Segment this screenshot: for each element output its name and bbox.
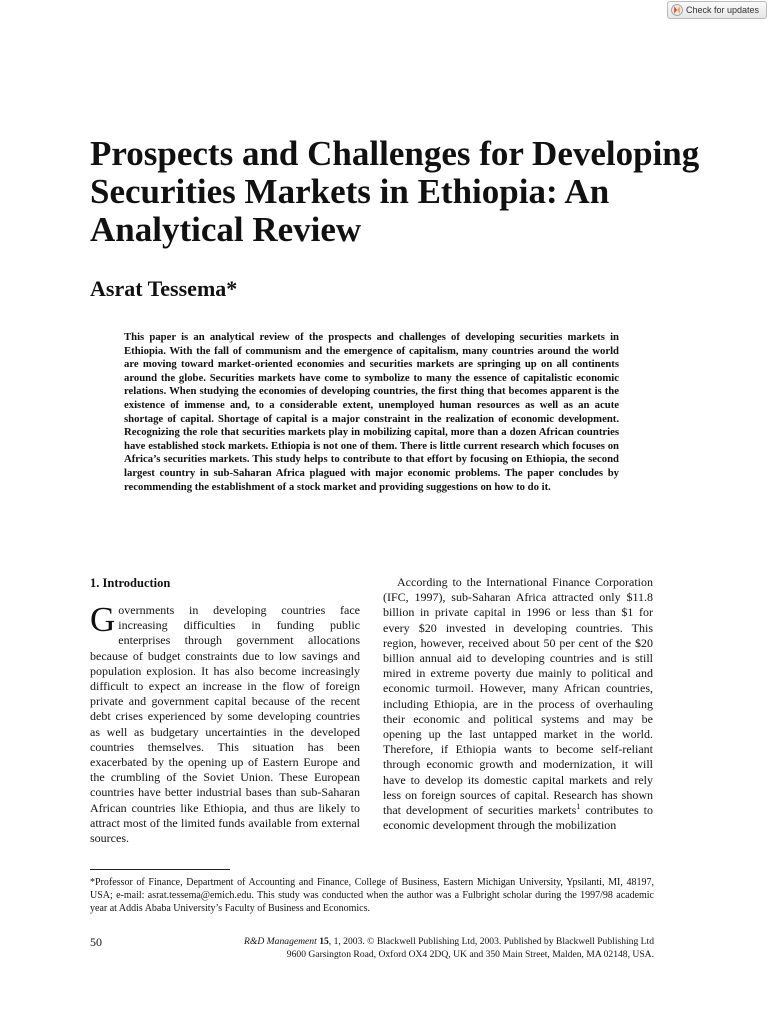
- author-name: Asrat Tessema*: [90, 276, 238, 301]
- section-heading-introduction: 1. Introduction: [90, 576, 171, 590]
- footnote-rule: [90, 869, 230, 870]
- intro-paragraph-1-text: overnments in developing countries face increasing difficulties in funding public enterprises through government allocations because of budget constraints due to low savings and population explosion. It has also become increasingly difficult to expect an increase in the flow of foreign private and government capital because of the recent debt crises experienced by some developing countries as well as budgetary uncertainties in the developed countries themselves. This situation has been exacerbated by the opening up of Eastern Europe and the crumbling of the Soviet Union. These European countries have better industrial bases than sub-Saharan African countries like Ethiopia, and thus are likely to attract most of the limited funds available from external sources.: [90, 603, 360, 846]
- intro-paragraph-2-end: contributes to economic development through the mobilization: [383, 803, 654, 833]
- left-column: [90, 575, 360, 846]
- footnote-marker[interactable]: 1: [576, 802, 581, 812]
- author-footnote: *Professor of Finance, Department of Accounting and Finance, College of Business, Eastern Michigan University, Ypsilanti, MI, 48197, USA; e-mail: asrat.tessema@emich.edu. This study was conducted when the author was a Fulbright scholar during the 1997/98 academic year at Addis Ababa University’s Faculty of Business and Economics.: [90, 877, 654, 914]
- journal-name: R&D Management: [244, 936, 317, 947]
- intro-paragraph-2: [383, 575, 653, 833]
- journal-issue: , 1, 2003. © Blackwell Publishing Ltd, 2003. Published by Blackwell Publishing Ltd: [328, 936, 654, 947]
- paper-title: Prospects and Challenges for Developing Securities Markets in Ethiopia: An Analytical Review: [90, 134, 700, 249]
- crossmark-icon: [671, 4, 683, 16]
- drop-cap: G: [90, 600, 116, 639]
- check-for-updates-label: Check for updates: [686, 5, 760, 15]
- journal-volume: 15: [319, 936, 329, 947]
- check-for-updates-button[interactable]: [667, 1, 767, 19]
- intro-paragraph-1: [90, 600, 360, 846]
- intro-paragraph-2-text: According to the International Finance Corporation (IFC, 1997), sub-Saharan Africa attracted only $11.8 billion in private capital in 1996 or less than $1 for every $20 invested in developing countries. This region, however, received about 50 per cent of the $20 billion annual aid to developing countries and is still mired in extreme poverty due mainly to political and economic turmoil. However, many African countries, including Ethiopia, are in the process of overhauling their economic and political systems and may be opening up the last untapped market in the world. Therefore, if Ethiopia wants to become self-reliant through economic growth and modernization, it will have to develop its domestic capital markets and rely less on foreign sources of capital. Research has shown that development of securities markets: [383, 575, 653, 818]
- publisher-address: 9600 Garsington Road, Oxford OX4 2DQ, UK and 350 Main Street, Malden, MA 02148, USA.: [286, 948, 654, 960]
- page-number: 50: [90, 935, 102, 949]
- journal-info: [134, 936, 654, 961]
- abstract: This paper is an analytical review of the prospects and challenges of developing securities markets in Ethiopia. With the fall of communism and the emergence of capitalism, many countries around the world are moving toward market-oriented economies and securities markets are springing up on all continents around the globe. Securities markets have come to symbolize to many the essence of capitalistic economic relations. When studying the economies of developing countries, the first thing that becomes apparent is the existence of immense and, to a considerable extent, unemployed human resources as well as an acute shortage of capital. Shortage of capital is a major constraint in the realization of economic development. Recognizing the role that securities markets play in mobilizing capital, more than a dozen African countries have established stock markets. Ethiopia is not one of them. There is little current research which focuses on Africa’s securities markets. This study helps to contribute to that effort by focusing on Ethiopia, the second largest country in sub-Saharan Africa plagued with major economic problems. The paper concludes by recommending the establishment of a stock market and providing suggestions on how to do it.: [124, 331, 619, 493]
- right-column: [383, 575, 653, 833]
